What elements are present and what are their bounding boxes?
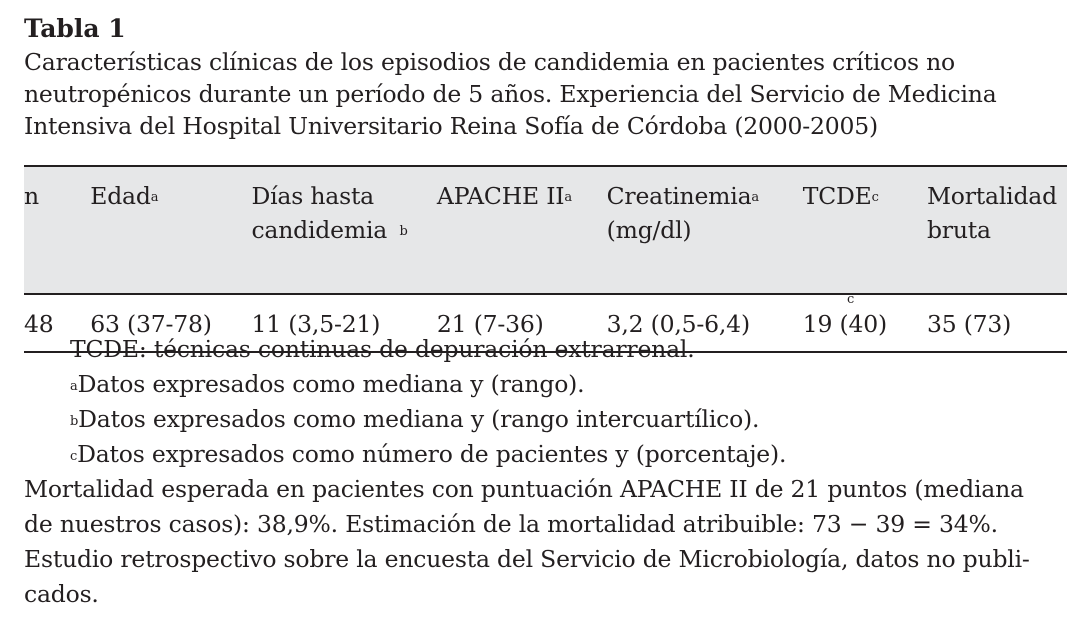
footnote-mark: c xyxy=(846,292,855,307)
document-page xyxy=(24,12,1067,608)
header-dias-label: Días hasta candidemia xyxy=(251,182,388,244)
cell-edad: 63 (37-78) xyxy=(90,294,251,352)
footnote-mark: c xyxy=(871,190,879,205)
footnote-tcde xyxy=(24,332,1067,367)
paragraph-line-1: Mortalidad esperada en pacientes con puntuación APACHE II de 21 puntos (mediana xyxy=(24,475,1024,503)
cell-apache: 21 (7-36) xyxy=(437,294,607,352)
header-n xyxy=(24,166,90,294)
table-title: Tabla 1 xyxy=(24,14,126,43)
header-edad-label: Edad xyxy=(90,182,151,210)
footnote-mark: a xyxy=(70,379,78,394)
header-edad xyxy=(90,166,251,294)
footnote-mark: a xyxy=(564,190,572,205)
footnote-text: TCDE: técnicas continuas de depuración extrarrenal. xyxy=(70,335,695,363)
paragraph-line-3: Estudio retrospectivo sobre la encuesta del Servicio de Microbiología, datos no publi- xyxy=(24,545,1030,573)
footnote-mark: c xyxy=(70,449,78,464)
header-tcde-label: TCDE xyxy=(802,182,872,210)
header-mortalidad-bruta xyxy=(846,166,1067,307)
table-footnotes xyxy=(24,332,1067,612)
footnote-mark: b xyxy=(70,414,79,429)
paragraph-line-4: cados. xyxy=(24,580,99,608)
header-creatinemia-label: Creatinemia xyxy=(606,182,752,210)
table-header-row xyxy=(24,166,1067,294)
header-creatinemia-unit: (mg/dl) xyxy=(606,216,692,244)
table-caption-line-2: neutropénicos durante un período de 5 años. Experiencia del Servicio de Medicina xyxy=(24,80,997,108)
header-tcde xyxy=(803,166,927,294)
header-apache-ii xyxy=(437,166,607,294)
footnote-c xyxy=(24,437,1067,472)
footnote-text: Datos expresados como mediana y (rango intercuartílico). xyxy=(78,405,760,433)
header-n-label: n xyxy=(24,182,39,210)
footnote-mark: b xyxy=(399,224,408,239)
cell-dias: 11 (3,5-21) xyxy=(251,294,436,352)
table-caption-line-3: Intensiva del Hospital Universitario Reina Sofía de Córdoba (2000-2005) xyxy=(24,112,879,140)
cell-n: 48 xyxy=(24,294,90,352)
footnote-mark: a xyxy=(150,190,159,205)
table-caption-line-1: Características clínicas de los episodios de candidemia en pacientes críticos no xyxy=(24,48,955,76)
footnote-text: Datos expresados como número de pacientes y (porcentaje). xyxy=(77,440,787,468)
cell-creatinemia: 3,2 (0,5-6,4) xyxy=(607,294,803,352)
footnote-mark: a xyxy=(751,190,759,205)
header-apache-label: APACHE II xyxy=(436,182,565,210)
footnote-b xyxy=(24,402,1067,437)
paragraph-line-2: de nuestros casos): 38,9%. Estimación de la mortalidad atribuible: 73 − 39 = 34%. xyxy=(24,510,998,538)
cell-mortalidad: 35 (73) xyxy=(927,294,1067,352)
clinical-characteristics-table xyxy=(24,165,1067,353)
footnote-text: Datos expresados como mediana y (rango). xyxy=(77,370,585,398)
cell-tcde: 19 (40) xyxy=(803,294,927,352)
header-mortalidad-label: Mortalidad bruta xyxy=(926,182,1057,244)
footnote-a xyxy=(24,367,1067,402)
header-dias-hasta-candidemia xyxy=(251,166,436,294)
header-creatinemia xyxy=(607,166,803,294)
